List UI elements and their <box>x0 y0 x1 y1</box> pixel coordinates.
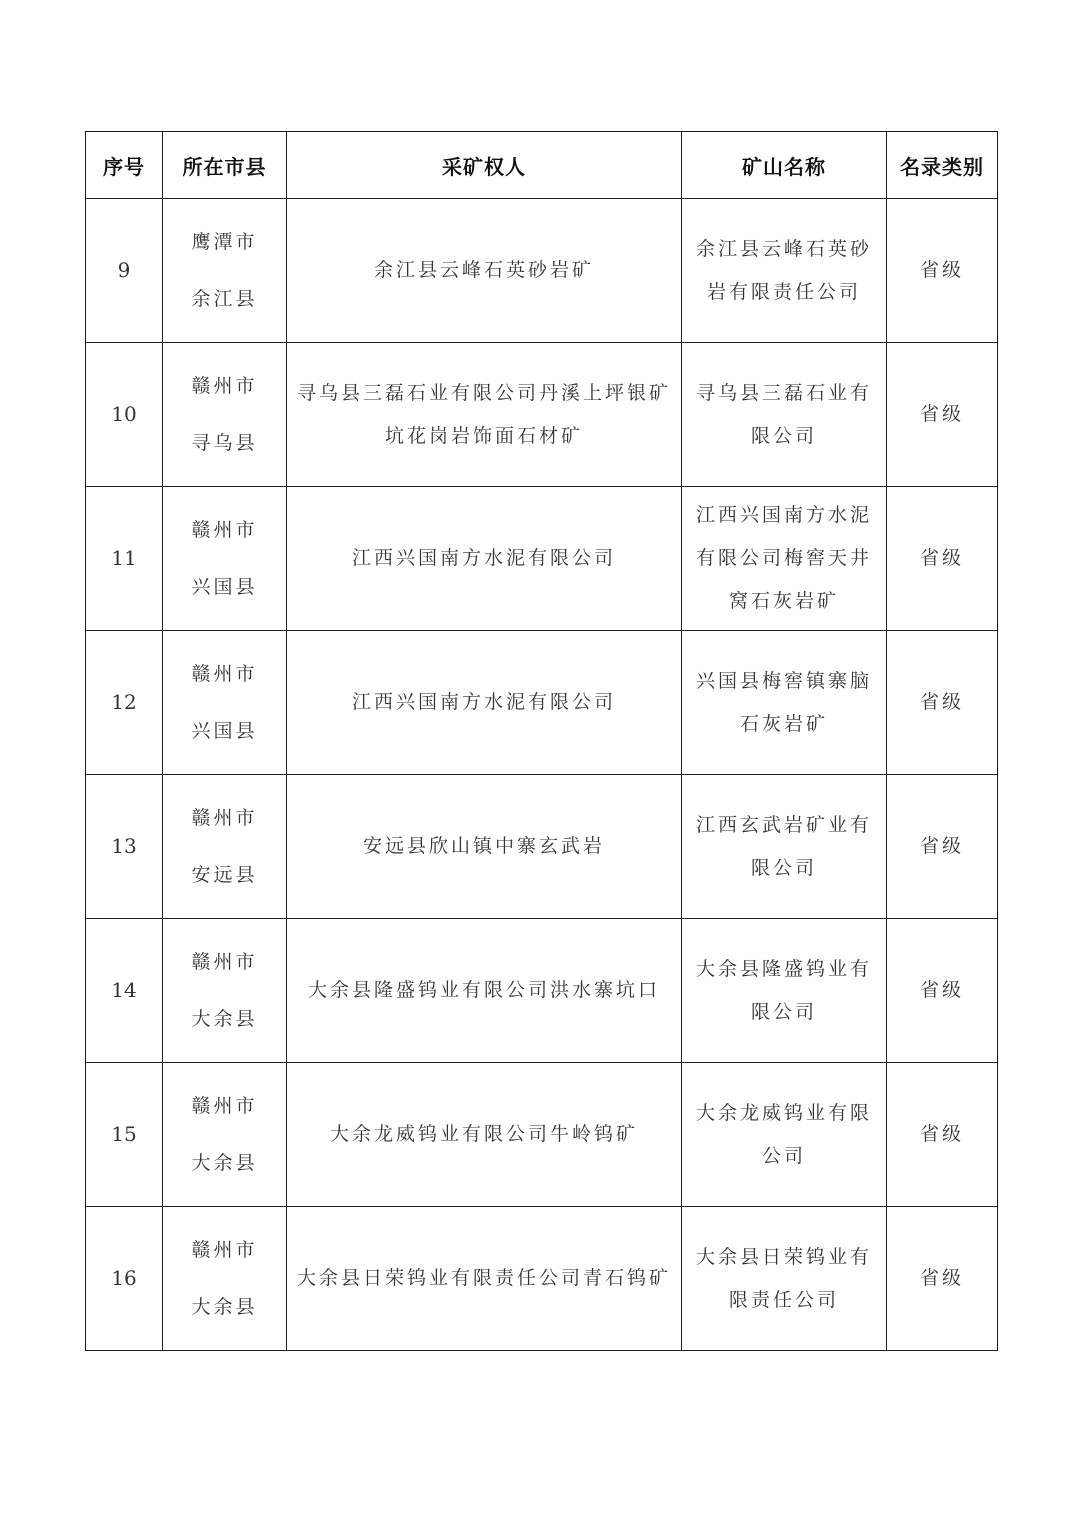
city-county-cell <box>163 1207 287 1351</box>
mining-right-holder-cell: 余江县云峰石英砂岩矿 <box>287 199 682 343</box>
table-row <box>86 343 998 487</box>
city-county-cell <box>163 919 287 1063</box>
mining-right-holder-cell: 寻乌县三磊石业有限公司丹溪上坪银矿坑花岗岩饰面石材矿 <box>287 343 682 487</box>
city-county-cell <box>163 487 287 631</box>
header-mine-name: 矿山名称 <box>682 132 887 199</box>
table-row <box>86 487 998 631</box>
city-county-cell <box>163 631 287 775</box>
serial-number-cell: 12 <box>86 631 163 775</box>
city-text: 赣州市 <box>191 806 258 829</box>
table-body <box>86 199 998 1351</box>
city-text: 鹰潭市 <box>191 230 258 253</box>
mining-right-holder-cell: 大余县日荣钨业有限责任公司青石钨矿 <box>287 1207 682 1351</box>
mining-right-holder-cell: 安远县欣山镇中寨玄武岩 <box>287 775 682 919</box>
list-category-cell: 省级 <box>887 343 998 487</box>
county-text: 大余县 <box>191 1151 258 1174</box>
mine-name-cell: 大余县隆盛钨业有限公司 <box>682 919 887 1063</box>
serial-number-cell: 13 <box>86 775 163 919</box>
mine-name-cell: 兴国县梅窖镇寨脑石灰岩矿 <box>682 631 887 775</box>
county-text: 大余县 <box>191 1295 258 1318</box>
serial-number-cell: 10 <box>86 343 163 487</box>
city-county-cell <box>163 199 287 343</box>
mining-right-holder-cell: 大余县隆盛钨业有限公司洪水寨坑口 <box>287 919 682 1063</box>
list-category-cell: 省级 <box>887 775 998 919</box>
table-row <box>86 199 998 343</box>
city-text: 赣州市 <box>191 518 258 541</box>
table-row <box>86 1207 998 1351</box>
list-category-cell: 省级 <box>887 487 998 631</box>
mine-name-cell: 寻乌县三磊石业有限公司 <box>682 343 887 487</box>
city-text: 赣州市 <box>191 950 258 973</box>
header-list-category: 名录类别 <box>887 132 998 199</box>
city-text: 赣州市 <box>191 1238 258 1261</box>
table-row <box>86 775 998 919</box>
mining-right-holder-cell: 大余龙威钨业有限公司牛岭钨矿 <box>287 1063 682 1207</box>
mine-name-cell: 大余县日荣钨业有限责任公司 <box>682 1207 887 1351</box>
city-county-cell <box>163 1063 287 1207</box>
table-header <box>86 132 998 199</box>
list-category-cell: 省级 <box>887 919 998 1063</box>
list-category-cell: 省级 <box>887 631 998 775</box>
serial-number-cell: 16 <box>86 1207 163 1351</box>
list-category-cell: 省级 <box>887 1207 998 1351</box>
mine-name-cell: 江西玄武岩矿业有限公司 <box>682 775 887 919</box>
header-serial-number: 序号 <box>86 132 163 199</box>
mine-name-cell: 大余龙威钨业有限公司 <box>682 1063 887 1207</box>
mine-name-cell: 余江县云峰石英砂岩有限责任公司 <box>682 199 887 343</box>
county-text: 寻乌县 <box>191 431 258 454</box>
city-text: 赣州市 <box>191 1094 258 1117</box>
city-county-cell <box>163 775 287 919</box>
serial-number-cell: 15 <box>86 1063 163 1207</box>
county-text: 大余县 <box>191 1007 258 1030</box>
city-text: 赣州市 <box>191 662 258 685</box>
county-text: 余江县 <box>191 287 258 310</box>
header-row <box>86 132 998 199</box>
header-city-county: 所在市县 <box>163 132 287 199</box>
county-text: 兴国县 <box>191 575 258 598</box>
serial-number-cell: 11 <box>86 487 163 631</box>
county-text: 兴国县 <box>191 719 258 742</box>
table-row <box>86 919 998 1063</box>
table-row <box>86 631 998 775</box>
list-category-cell: 省级 <box>887 1063 998 1207</box>
mine-list-table <box>85 131 998 1351</box>
mining-right-holder-cell: 江西兴国南方水泥有限公司 <box>287 487 682 631</box>
list-category-cell: 省级 <box>887 199 998 343</box>
serial-number-cell: 9 <box>86 199 163 343</box>
serial-number-cell: 14 <box>86 919 163 1063</box>
county-text: 安远县 <box>191 863 258 886</box>
header-mining-right-holder: 采矿权人 <box>287 132 682 199</box>
city-county-cell <box>163 343 287 487</box>
city-text: 赣州市 <box>191 374 258 397</box>
mining-right-holder-cell: 江西兴国南方水泥有限公司 <box>287 631 682 775</box>
mine-name-cell: 江西兴国南方水泥有限公司梅窖天井窝石灰岩矿 <box>682 487 887 631</box>
table-row <box>86 1063 998 1207</box>
